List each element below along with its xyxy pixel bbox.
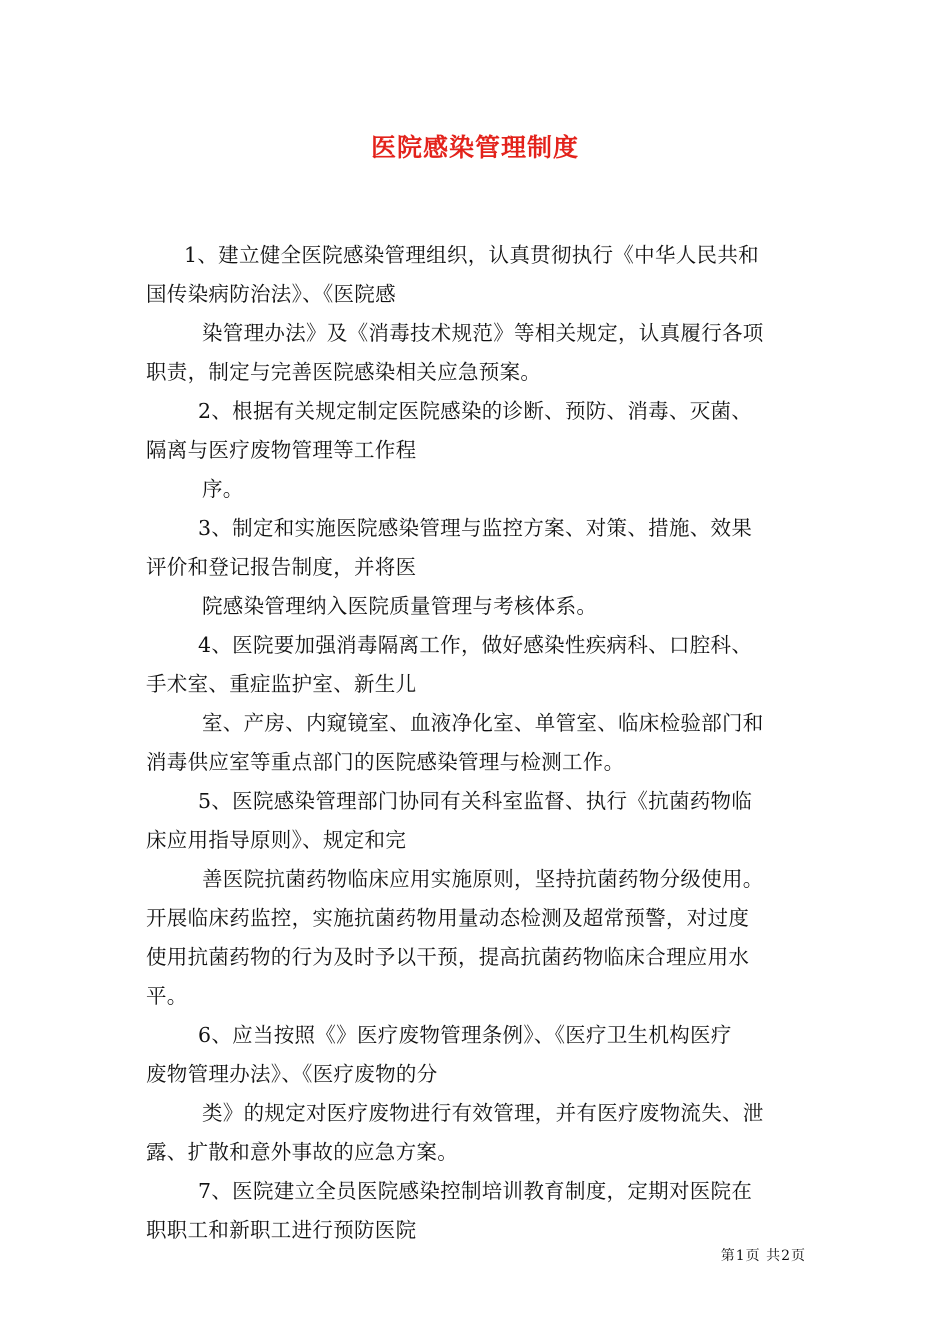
paragraph-2 — [146, 392, 808, 509]
paragraph-line: 染管理办法》及《消毒技术规范》等相关规定，认真履行各项 — [202, 321, 764, 345]
current-page-number: 1 — [735, 1248, 746, 1264]
paragraph-line: 序。 — [202, 477, 244, 501]
paragraph-7 — [146, 1172, 808, 1250]
paragraph-line: 废物管理办法》、《医疗废物的分 — [146, 1062, 438, 1086]
paragraph-6 — [146, 1016, 808, 1172]
paragraph-line: 室、产房、内窥镜室、血液净化室、单管室、临床检验部门和 — [202, 711, 764, 735]
document-body — [146, 236, 808, 1250]
paragraph-line: 5、医院感染管理部门协同有关科室监督、执行《抗菌药物临 — [198, 789, 753, 813]
paragraph-1 — [146, 236, 808, 392]
paragraph-line: 院感染管理纳入医院质量管理与考核体系。 — [202, 594, 598, 618]
paragraph-line: 平。 — [146, 984, 188, 1008]
paragraph-3 — [146, 509, 808, 626]
paragraph-line: 6、应当按照《》医疗废物管理条例》、《医疗卫生机构医疗 — [198, 1023, 732, 1047]
paragraph-line: 善医院抗菌药物临床应用实施原则，坚持抗菌药物分级使用。 — [202, 867, 764, 891]
document-title: 医院感染管理制度 — [370, 133, 579, 162]
page-number-footer — [721, 1245, 806, 1265]
paragraph-line: 国传染病防治法》、《医院感 — [146, 282, 396, 306]
paragraph-line: 手术室、重症监护室、新生儿 — [146, 672, 417, 696]
paragraph-4 — [146, 626, 808, 782]
paragraph-line: 床应用指导原则》、规定和完 — [146, 828, 407, 852]
paragraph-line: 类》的规定对医疗废物进行有效管理，并有医疗废物流失、泄 — [202, 1101, 764, 1125]
paragraph-line: 职职工和新职工进行预防医院 — [146, 1218, 417, 1242]
paragraph-line: 露、扩散和意外事故的应急方案。 — [146, 1140, 458, 1164]
footer-prefix: 第 — [720, 1248, 736, 1264]
paragraph-line: 4、医院要加强消毒隔离工作，做好感染性疾病科、口腔科、 — [198, 633, 753, 657]
footer-suffix: 页 — [791, 1248, 806, 1264]
paragraph-line: 1、建立健全医院感染管理组织，认真贯彻执行《中华人民共和 — [184, 243, 759, 267]
footer-middle: 页 共 — [745, 1248, 782, 1264]
paragraph-line: 消毒供应室等重点部门的医院感染管理与检测工作。 — [146, 750, 625, 774]
paragraph-line: 开展临床药监控，实施抗菌药物用量动态检测及超常预警，对过度 — [146, 906, 750, 930]
paragraph-line: 评价和登记报告制度，并将医 — [146, 555, 417, 579]
total-page-number: 2 — [781, 1248, 791, 1264]
paragraph-line: 使用抗菌药物的行为及时予以干预，提高抗菌药物临床合理应用水 — [146, 945, 750, 969]
paragraph-line: 2、根据有关规定制定医院感染的诊断、预防、消毒、灭菌、 — [198, 399, 753, 423]
paragraph-5 — [146, 782, 808, 1016]
paragraph-line: 隔离与医疗废物管理等工作程 — [146, 438, 417, 462]
paragraph-line: 7、医院建立全员医院感染控制培训教育制度，定期对医院在 — [198, 1179, 753, 1203]
paragraph-line: 3、制定和实施医院感染管理与监控方案、对策、措施、效果 — [198, 516, 753, 540]
paragraph-line: 职责，制定与完善医院感染相关应急预案。 — [146, 360, 542, 384]
